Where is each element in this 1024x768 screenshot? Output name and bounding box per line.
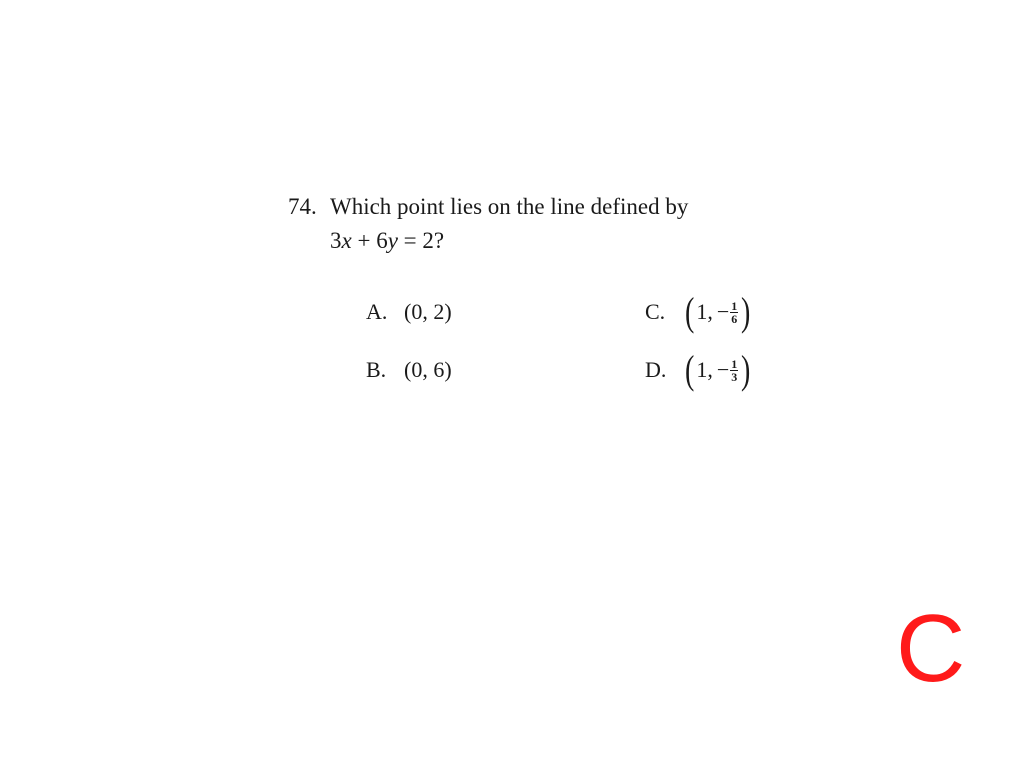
- choice-d: [645, 347, 753, 392]
- eq-plus: +: [351, 228, 377, 253]
- question-equation: [330, 226, 808, 256]
- eq-coef-x: 3: [330, 228, 342, 253]
- choice-c-value: [683, 289, 753, 334]
- left-paren: (: [684, 347, 695, 392]
- choice-c-x: 1,: [696, 299, 713, 324]
- choice-c-numerator: 1: [731, 298, 738, 313]
- choice-c-denominator: 6: [731, 311, 738, 326]
- choice-c-fraction: [730, 300, 738, 325]
- choice-c: [645, 289, 753, 334]
- choice-d-x: 1,: [696, 357, 713, 382]
- right-paren: ): [741, 347, 751, 392]
- question-prompt: [288, 192, 808, 222]
- choice-d-letter: D.: [645, 357, 667, 382]
- question-number: 74.: [288, 194, 317, 219]
- choice-d-sign: −: [716, 357, 730, 382]
- eq-var-y: y: [387, 228, 398, 253]
- choice-b-value: (0, 6): [404, 357, 452, 382]
- choice-a-letter: A.: [366, 299, 388, 324]
- choice-d-value: [683, 347, 753, 392]
- choice-b-letter: B.: [366, 357, 387, 382]
- choice-c-letter: C.: [645, 299, 666, 324]
- choice-a: [366, 297, 452, 327]
- answer-letter: C: [896, 595, 966, 702]
- right-paren: ): [741, 289, 751, 334]
- choice-d-denominator: 3: [731, 369, 738, 384]
- choice-d-fraction: [730, 358, 738, 383]
- eq-coef-y: 6: [376, 228, 388, 253]
- question-text: Which point lies on the line defined by: [330, 194, 689, 219]
- choice-c-sign: −: [716, 299, 730, 324]
- question-block: [288, 192, 808, 256]
- choice-d-numerator: 1: [731, 356, 738, 371]
- choice-b: [366, 355, 452, 385]
- eq-var-x: x: [341, 228, 352, 253]
- choice-a-value: (0, 2): [404, 299, 452, 324]
- eq-equals: = 2?: [397, 228, 445, 253]
- left-paren: (: [684, 289, 695, 334]
